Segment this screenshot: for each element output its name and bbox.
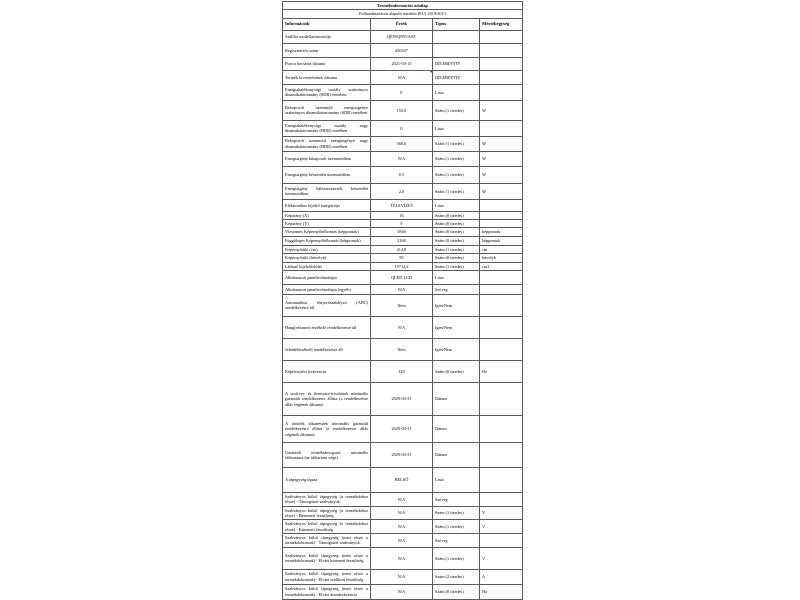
cell-tipus: Szám (1 tizedes) xyxy=(433,183,480,199)
table-row xyxy=(283,43,523,57)
cell-ertek: 2,0 xyxy=(371,183,433,199)
cell-info: Alkalmazott paneltechnológia xyxy=(283,270,371,284)
cell-info: Képarány (X) xyxy=(283,211,371,219)
cell-ertek: N/A xyxy=(371,534,433,548)
cell-tipus: Lista xyxy=(433,84,480,100)
cell-info: Szabványos külső tápegység (a termékdoboz része) - Támogatott szabványok xyxy=(283,492,371,506)
subtitle-row xyxy=(283,10,523,18)
cell-unit: V xyxy=(480,506,523,520)
cell-tipus: Szám (0 tizedes) xyxy=(433,236,480,245)
cell-unit xyxy=(480,199,523,211)
cell-unit: W xyxy=(480,151,523,166)
table-row xyxy=(283,120,523,136)
cell-unit: V xyxy=(480,520,523,534)
cell-unit: cm xyxy=(480,245,523,253)
table-row xyxy=(283,236,523,245)
regulation-subtitle: Felhatalmazáson alapuló rendelet (EU) 2019/2013 xyxy=(283,10,523,18)
cell-info: Energiahatékonysági osztály szabványos dinamikatartomány (SDR) esetében xyxy=(283,84,371,100)
cell-ertek: 450337 xyxy=(371,43,433,57)
cell-info: A tápegység típusa xyxy=(283,467,371,492)
cell-unit: Hz xyxy=(480,584,523,599)
cell-ertek: 3840 xyxy=(371,228,433,236)
column-header-row xyxy=(283,18,523,30)
cell-info: Látható kijelzőfelület xyxy=(283,262,371,270)
cell-info: Piacra bocsátás dátuma xyxy=(283,57,371,70)
table-row xyxy=(283,262,523,270)
cell-unit xyxy=(480,220,523,228)
table-row xyxy=(283,442,523,467)
cell-tipus: Szám (0 tizedes) xyxy=(433,360,480,382)
cell-tipus: Szám (1 tizedes) xyxy=(433,547,480,569)
cell-tipus: Szám (1 tizedes) xyxy=(433,245,480,253)
cell-unit xyxy=(480,294,523,316)
cell-tipus: Szám (0 tizedes) xyxy=(433,584,480,599)
cell-ertek: 16 xyxy=(371,211,433,219)
cell-tipus: Szám (1 tizedes) xyxy=(433,520,480,534)
cell-ertek: 2160 xyxy=(371,236,433,245)
cell-info: Garantált terméktámogatás minimális időtartama (az időtartam vége) xyxy=(283,442,371,467)
cell-ertek: 360,0 xyxy=(371,136,433,151)
cell-tipus: Szám (0 tizedes) xyxy=(433,254,480,262)
cell-info: Energiaigény kikapcsolt üzemmódban xyxy=(283,151,371,166)
table-row xyxy=(283,382,523,415)
table-row xyxy=(283,547,523,569)
table-row xyxy=(283,220,523,228)
cell-unit: W xyxy=(480,166,523,183)
cell-unit xyxy=(480,442,523,467)
cell-ertek: 2029-03-31 xyxy=(371,442,433,467)
cell-tipus: Dátum xyxy=(433,415,480,442)
cell-ertek: N/A xyxy=(371,70,433,84)
cell-tipus: Lista xyxy=(433,467,480,492)
cell-unit: V xyxy=(480,547,523,569)
cell-ertek: 155,0 xyxy=(371,100,433,120)
cell-unit xyxy=(480,338,523,360)
cell-unit xyxy=(480,382,523,415)
cell-ertek: N/A xyxy=(371,492,433,506)
cell-unit xyxy=(480,30,523,43)
table-row xyxy=(283,316,523,338)
cell-info: Jelenlétérzékelő rendelkezésre áll xyxy=(283,338,371,360)
table-row xyxy=(283,166,523,183)
table-row xyxy=(283,30,523,43)
cell-unit xyxy=(480,492,523,506)
table-row xyxy=(283,534,523,548)
cell-ertek: N/A xyxy=(371,520,433,534)
cell-info: Termék kivezetésének dátuma xyxy=(283,70,371,84)
cell-tipus: Lista xyxy=(433,270,480,284)
cell-ertek: N/A xyxy=(371,506,433,520)
cell-info: A szoftver- és firmware-frissítések minimális garantált rendelkezésre állása (a rendelkezésre állás végének dátuma) xyxy=(283,382,371,415)
cell-tipus: Szám (0 tizedes) xyxy=(433,228,480,236)
cell-tipus xyxy=(433,43,480,57)
cell-ertek: 9 xyxy=(371,220,433,228)
table-row xyxy=(283,584,523,599)
cell-ertek: 2029-03-31 xyxy=(371,415,433,442)
cell-info: Energiaigény készenléti üzemmódban xyxy=(283,166,371,183)
table-row xyxy=(283,254,523,262)
cell-unit xyxy=(480,43,523,57)
cell-ertek: 214,8 xyxy=(371,245,433,253)
comment-marker xyxy=(430,71,432,73)
table-row xyxy=(283,57,523,70)
cell-info: Energiaigény hálózatvezérelt készenléti üzemmódban xyxy=(283,183,371,199)
table-row xyxy=(283,151,523,166)
cell-info: Bekapcsolt üzemmód energiaigénye szabványos dinamikatartomány (SDR) esetében xyxy=(283,100,371,120)
column-header-informaciok: Információk xyxy=(283,18,371,30)
cell-tipus: Igen/Nem xyxy=(433,338,480,360)
cell-info: Regisztrációs szám xyxy=(283,43,371,57)
cell-ertek: F xyxy=(371,84,433,100)
cell-info: Szállító modellazonosítója xyxy=(283,30,371,43)
cell-info: Szabványos külső tápegység (nem része a termékdoboznak) - Elvárt áramfrekvencia xyxy=(283,584,371,599)
cell-ertek: 120 xyxy=(371,360,433,382)
table-row xyxy=(283,183,523,199)
table-row xyxy=(283,569,523,584)
cell-tipus: Lista xyxy=(433,199,480,211)
cell-info: Képernyőátló (hüvelyk) xyxy=(283,254,371,262)
cell-tipus: Igen/Nem xyxy=(433,294,480,316)
table-row xyxy=(283,284,523,294)
cell-tipus: Szám (1 tizedes) xyxy=(433,151,480,166)
cell-tipus: Szöveg xyxy=(433,492,480,506)
cell-ertek: TELEVÍZIÓ xyxy=(371,199,433,211)
table-row xyxy=(283,228,523,236)
cell-tipus: Szám (1 tizedes) xyxy=(433,506,480,520)
table-row xyxy=(283,506,523,520)
cell-unit xyxy=(480,84,523,100)
cell-tipus: Szám (1 tizedes) xyxy=(433,136,480,151)
cell-ertek: QE85QN95AAT xyxy=(371,30,433,43)
table-row xyxy=(283,338,523,360)
cell-unit xyxy=(480,70,523,84)
cell-unit xyxy=(480,467,523,492)
cell-info: A tartalék alkatrészek minimális garantált rendelkezésre állása (a rendelkezésre állás végének dátuma) xyxy=(283,415,371,442)
page-title: Termékinformációs adatlap xyxy=(283,2,523,10)
cell-unit: cm2 xyxy=(480,262,523,270)
table-row xyxy=(283,136,523,151)
cell-info: Vízszintes Képernyőfelbontás (képpontok) xyxy=(283,228,371,236)
cell-info: Elektronikus kijelző kategóriája xyxy=(283,199,371,211)
cell-tipus: Szöveg xyxy=(433,534,480,548)
cell-tipus: DD.MM/YYYY xyxy=(433,70,480,84)
cell-ertek: 2029-03-31 xyxy=(371,382,433,415)
cell-unit xyxy=(480,120,523,136)
table-row xyxy=(283,199,523,211)
cell-ertek: N/A xyxy=(371,569,433,584)
cell-unit: Hz xyxy=(480,360,523,382)
title-row xyxy=(283,2,523,10)
cell-tipus: Szám (1 tizedes) xyxy=(433,100,480,120)
cell-ertek: N/A xyxy=(371,151,433,166)
cell-ertek: 2021-03-15 xyxy=(371,57,433,70)
cell-ertek: 85 xyxy=(371,254,433,262)
table-row xyxy=(283,415,523,442)
column-header-mertekegyseg: Mértékegység xyxy=(480,18,523,30)
cell-unit xyxy=(480,316,523,338)
cell-info: Bekapcsolt üzemmód energiaigénye nagy dinamikatartomány (HDR) esetében xyxy=(283,136,371,151)
cell-tipus: Szám (0 tizedes) xyxy=(433,220,480,228)
cell-ertek: N/A xyxy=(371,584,433,599)
cell-ertek: N/A xyxy=(371,284,433,294)
cell-ertek: N/A xyxy=(371,316,433,338)
cell-tipus: Szám (2 tizedes) xyxy=(433,569,480,584)
cell-tipus: Szám (1 tizedes) xyxy=(433,166,480,183)
table-row xyxy=(283,245,523,253)
table-row xyxy=(283,211,523,219)
cell-tipus: Szöveg xyxy=(433,284,480,294)
cell-unit: W xyxy=(480,100,523,120)
cell-info: Energiahatékonysági osztály nagy dinamikatartomány (HDR) esetében xyxy=(283,120,371,136)
cell-ertek: BELSŐ xyxy=(371,467,433,492)
cell-info: Szabványos külső tápegység (a termékdoboz része) - Bemeneti feszültség xyxy=(283,506,371,520)
cell-info: Alkalmazott paneltechnológia (egyéb) xyxy=(283,284,371,294)
cell-tipus: Szám (0 tizedes) xyxy=(433,211,480,219)
table-row xyxy=(283,270,523,284)
cell-info: Hangfelismerő érzékelő rendelkezésre áll xyxy=(283,316,371,338)
table-row xyxy=(283,467,523,492)
cell-unit xyxy=(480,284,523,294)
column-header-tipus: Típus xyxy=(433,18,480,30)
product-fiche-table xyxy=(282,1,523,600)
table-row xyxy=(283,100,523,120)
cell-unit xyxy=(480,534,523,548)
table-row xyxy=(283,492,523,506)
cell-info: Képernyőátló (cm) xyxy=(283,245,371,253)
cell-info: Függőleges Képernyőfelbontás (képpontok) xyxy=(283,236,371,245)
cell-tipus: Szám (1 tizedes) xyxy=(433,262,480,270)
table-body xyxy=(283,30,523,599)
cell-tipus: DD.MM/YYYY xyxy=(433,57,480,70)
cell-info: Képfrissítési frekvencia xyxy=(283,360,371,382)
cell-info: Szabványos külső tápegység (nem része a termékdoboznak) - Támogatott szabványok xyxy=(283,534,371,548)
cell-ertek: Nem xyxy=(371,294,433,316)
cell-unit xyxy=(480,211,523,219)
cell-unit xyxy=(480,270,523,284)
cell-unit: képpontok xyxy=(480,236,523,245)
cell-ertek: QLED LCD xyxy=(371,270,433,284)
cell-ertek: Nem xyxy=(371,338,433,360)
table-row xyxy=(283,70,523,84)
cell-unit: hüvelyk xyxy=(480,254,523,262)
cell-tipus xyxy=(433,30,480,43)
cell-info: Képarány (Y) xyxy=(283,220,371,228)
cell-info: Szabványos külső tápegység (a termékdoboz része) - Kimeneti feszültség xyxy=(283,520,371,534)
cell-unit: W xyxy=(480,136,523,151)
cell-unit xyxy=(480,57,523,70)
table-row xyxy=(283,294,523,316)
table-row xyxy=(283,360,523,382)
column-header-ertek: Érték xyxy=(371,18,433,30)
cell-unit: W xyxy=(480,183,523,199)
cell-ertek: 19712,2 xyxy=(371,262,433,270)
cell-info: Szabványos külső tápegység (nem része a termékdoboznak) - Elvárt szállított feszültség xyxy=(283,569,371,584)
cell-ertek: G xyxy=(371,120,433,136)
cell-tipus: Dátum xyxy=(433,382,480,415)
cell-tipus: Dátum xyxy=(433,442,480,467)
cell-tipus: Lista xyxy=(433,120,480,136)
cell-unit: képpontok xyxy=(480,228,523,236)
cell-info: Automatikus fényerőszabályzó (ABC) rendelkezésre áll xyxy=(283,294,371,316)
cell-ertek: 0,5 xyxy=(371,166,433,183)
cell-tipus: Igen/Nem xyxy=(433,316,480,338)
cell-ertek: N/A xyxy=(371,547,433,569)
table-row xyxy=(283,520,523,534)
table-row xyxy=(283,84,523,100)
cell-info: Szabványos külső tápegység (nem része a termékdoboznak) - Elvárt kimeneti feszültség xyxy=(283,547,371,569)
cell-unit xyxy=(480,415,523,442)
cell-unit: A xyxy=(480,569,523,584)
